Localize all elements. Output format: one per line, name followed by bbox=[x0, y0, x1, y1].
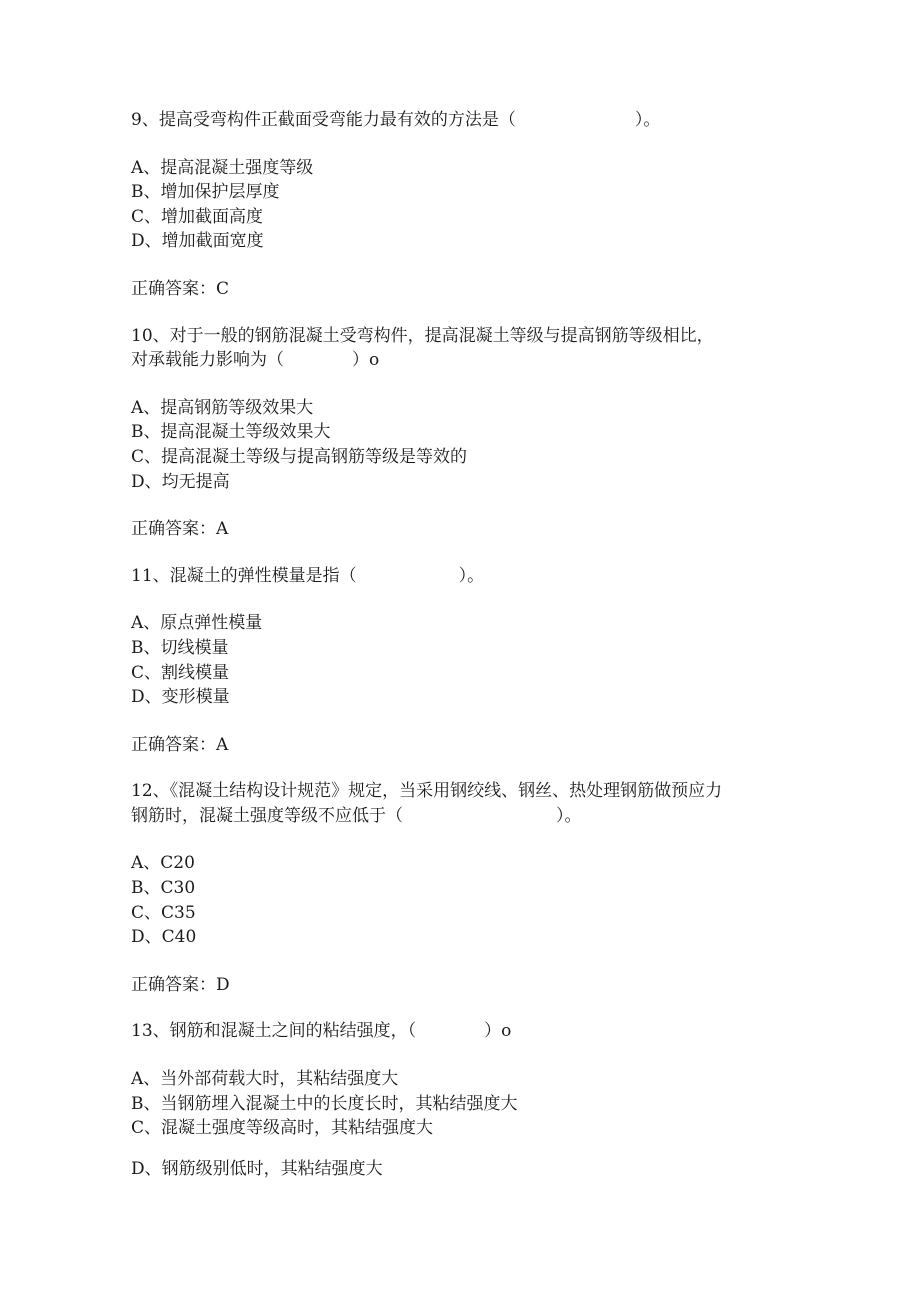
option-d: D、C40 bbox=[131, 927, 197, 948]
option-b: B、提高混凝土等级效果大 bbox=[131, 422, 331, 443]
option-d: D、钢筋级别低时，其粘结强度大 bbox=[131, 1158, 383, 1179]
option-a: A、原点弹性模量 bbox=[131, 613, 263, 634]
question-10 bbox=[131, 324, 811, 542]
options-list bbox=[131, 851, 811, 949]
option-c: C、割线模量 bbox=[131, 662, 230, 683]
option-c: C、混凝土强度等级高时，其粘结强度大 bbox=[131, 1118, 434, 1139]
option-c: C、提高混凝土等级与提高钢筋等级是等效的 bbox=[131, 446, 468, 467]
correct-answer: 正确答案：A bbox=[131, 734, 229, 755]
question-stem: 12、《混凝土结构设计规范》规定，当采用钢绞线、钢丝、热处理钢筋做预应力 bbox=[131, 781, 723, 802]
options-list bbox=[131, 396, 811, 494]
document-page bbox=[131, 108, 811, 1181]
options-list bbox=[131, 1067, 811, 1141]
question-stem: 11、混凝土的弹性模量是指（ ）。 bbox=[131, 565, 485, 586]
question-13 bbox=[131, 1019, 811, 1181]
correct-answer: 正确答案：A bbox=[131, 519, 229, 540]
correct-answer: 正确答案：D bbox=[131, 974, 230, 995]
question-stem: 9、提高受弯构件正截面受弯能力最有效的方法是（ ）。 bbox=[131, 110, 661, 130]
question-9 bbox=[131, 108, 811, 302]
option-b: B、切线模量 bbox=[131, 637, 229, 658]
option-a: A、当外部荷载大时，其粘结强度大 bbox=[131, 1069, 399, 1090]
question-stem-continued: 对承载能力影响为（ ）o bbox=[131, 350, 380, 371]
option-a: A、提高混凝土强度等级 bbox=[131, 157, 314, 178]
option-b: B、增加保护层厚度 bbox=[131, 182, 280, 203]
option-a: A、C20 bbox=[131, 853, 195, 874]
question-stem-continued: 钢筋时，混凝土强度等级不应低于（ ）。 bbox=[131, 805, 582, 826]
option-d: D、均无提高 bbox=[131, 471, 230, 492]
option-d: D、变形模量 bbox=[131, 687, 230, 708]
option-c: C、增加截面高度 bbox=[131, 206, 264, 227]
question-stem: 10、对于一般的钢筋混凝土受弯构件，提高混凝土等级与提高钢筋等级相比， bbox=[131, 325, 714, 346]
option-b: B、C30 bbox=[131, 878, 196, 899]
question-12 bbox=[131, 779, 811, 997]
option-b: B、当钢筋埋入混凝土中的长度长时，其粘结强度大 bbox=[131, 1093, 518, 1114]
option-a: A、提高钢筋等级效果大 bbox=[131, 397, 314, 418]
question-11 bbox=[131, 564, 811, 758]
options-list bbox=[131, 156, 811, 254]
options-list bbox=[131, 611, 811, 709]
question-stem: 13、钢筋和混凝土之间的粘结强度，（ ）o bbox=[131, 1021, 512, 1042]
option-c: C、C35 bbox=[131, 902, 196, 923]
correct-answer: 正确答案：C bbox=[131, 278, 230, 299]
option-d: D、增加截面宽度 bbox=[131, 231, 264, 252]
